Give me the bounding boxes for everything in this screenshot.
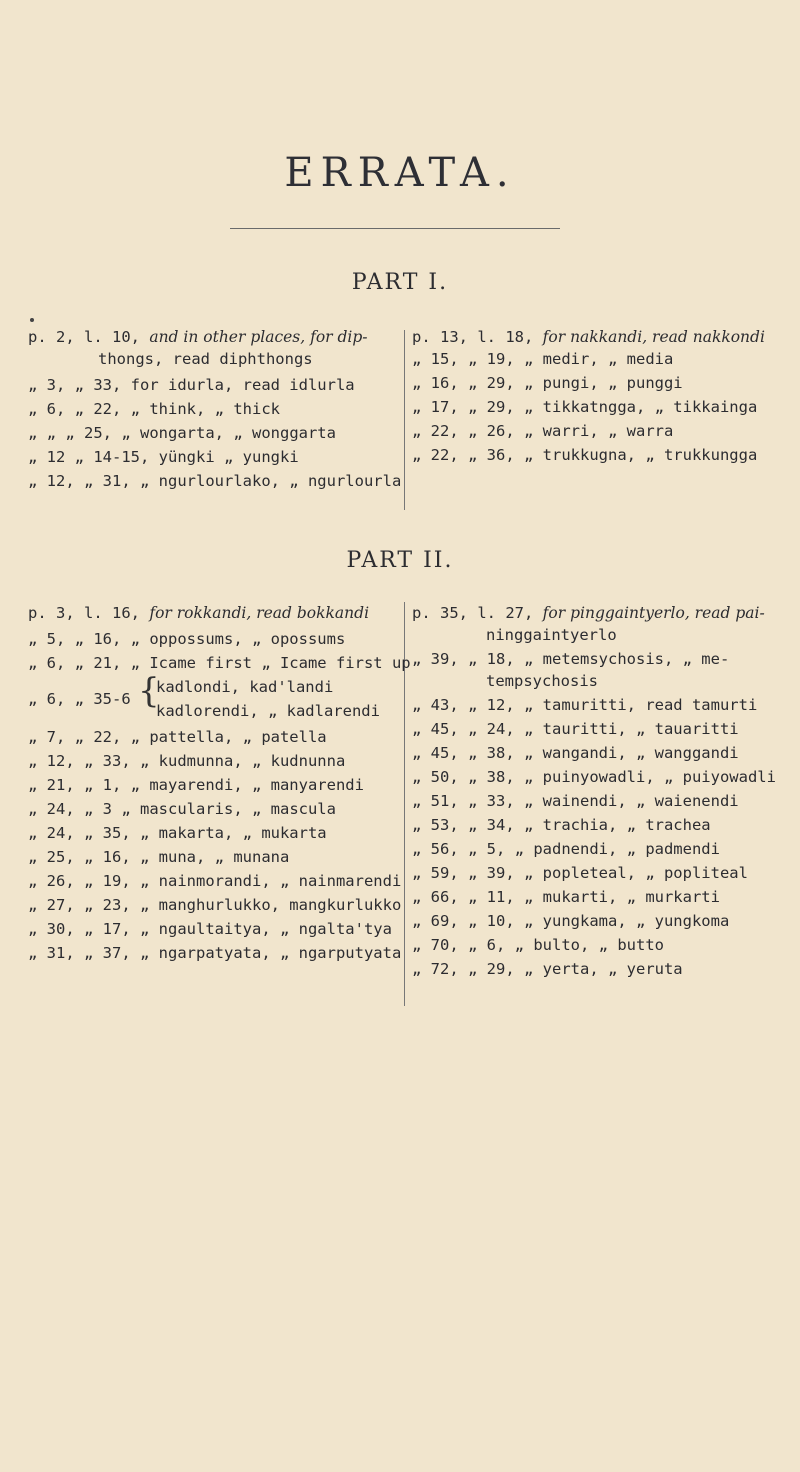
entry-text: „ kudmunna, „ kudnunna [140, 752, 346, 770]
erratum-entry [28, 874, 401, 890]
part1-heading: PART I. [351, 270, 449, 295]
entry-text: „ metemsychosis, „ me- [524, 650, 730, 668]
erratum-entry [412, 652, 729, 668]
entry-text: yüngki „ yungki [158, 448, 299, 466]
entry-text: „ ngarpatyata, „ ngarputyata [140, 944, 402, 962]
erratum-entry [28, 946, 401, 962]
erratum-entry [28, 378, 355, 394]
entry-text: „ ngaultaitya, „ ngalta'tya [140, 920, 392, 938]
entry-text: „ bulto, „ butto [514, 936, 664, 954]
entry-ref: p. 3, l. 16, [28, 604, 140, 622]
erratum-entry [28, 850, 289, 866]
erratum-entry [412, 400, 757, 416]
erratum-entry [28, 632, 345, 648]
erratum-entry [156, 680, 333, 696]
entry-ref: „ „ „ 25, [28, 424, 112, 442]
erratum-entry [28, 402, 280, 418]
erratum-entry [486, 628, 617, 644]
erratum-entry [412, 698, 757, 714]
entry-text: „ wainendi, „ waienendi [524, 792, 739, 810]
erratum-entry [98, 352, 313, 368]
bullet-mark [30, 318, 34, 322]
erratum-entry [28, 754, 345, 770]
entry-text: „ muna, „ munana [140, 848, 290, 866]
entry-text: „ tamuritti, read tamurti [524, 696, 758, 714]
entry-ref: p. 2, l. 10, [28, 328, 140, 346]
entry-text: for rokkandi, read bokkandi [149, 604, 370, 622]
erratum-entry [412, 866, 748, 882]
entry-ref: „ 6, „ 35-6 [28, 690, 131, 708]
entry-text: for idurla, read idlurla [130, 376, 355, 394]
entry-text: „ think, „ thick [130, 400, 280, 418]
entry-text: „ mayarendi, „ manyarendi [130, 776, 364, 794]
entry-text: „ yerta, „ yeruta [524, 960, 683, 978]
left-brace: { [138, 671, 160, 711]
entry-text: „ Icame first „ Icame first up [130, 654, 411, 672]
entry-text: „ wongarta, „ wonggarta [121, 424, 336, 442]
entry-ref: „ 43, „ 12, [412, 696, 515, 714]
entry-ref: „ 72, „ 29, [412, 960, 515, 978]
entry-ref: „ 24, „ 3 [28, 800, 112, 818]
erratum-entry [28, 656, 411, 672]
entry-ref: „ 30, „ 17, [28, 920, 131, 938]
entry-ref: „ 70, „ 6, [412, 936, 506, 954]
entry-text: „ padnendi, „ padmendi [514, 840, 720, 858]
entry-text: „ mascularis, „ mascula [121, 800, 336, 818]
entry-ref: „ 7, „ 22, [28, 728, 122, 746]
entry-ref: „ 27, „ 23, [28, 896, 131, 914]
entry-ref: „ 39, „ 18, [412, 650, 515, 668]
erratum-entry [156, 704, 380, 720]
entry-text: „ ngurlourlako, „ ngurlourla [140, 472, 402, 490]
title-rule [230, 228, 560, 229]
entry-text: „ pungi, „ punggi [524, 374, 683, 392]
entry-ref: „ 12, „ 31, [28, 472, 131, 490]
entry-text: „ yungkama, „ yungkoma [524, 912, 730, 930]
entry-text: ninggaintyerlo [486, 626, 617, 644]
entry-text: „ puinyowadli, „ puiyowadli [524, 768, 776, 786]
erratum-entry [28, 730, 327, 746]
entry-ref: p. 35, l. 27, [412, 604, 534, 622]
entry-ref: „ 50, „ 38, [412, 768, 515, 786]
erratum-entry [412, 842, 720, 858]
erratum-entry [412, 448, 757, 464]
erratum-entry [28, 474, 401, 490]
erratum-entry [28, 778, 364, 794]
erratum-entry [486, 674, 598, 690]
entry-text: for pinggaintyerlo, read pai- [542, 604, 765, 622]
erratum-entry [28, 802, 336, 818]
erratum-entry [412, 938, 664, 954]
entry-ref: „ 12 „ 14-15, [28, 448, 150, 466]
entry-ref: „ 22, „ 26, [412, 422, 515, 440]
entry-text: „ trukkugna, „ trukkungga [524, 446, 758, 464]
erratum-entry [412, 424, 673, 440]
erratum-entry [28, 922, 392, 938]
erratum-entry [412, 890, 720, 906]
erratum-entry [412, 330, 765, 346]
entry-ref: „ 26, „ 19, [28, 872, 131, 890]
erratum-entry [412, 606, 765, 622]
entry-text: „ nainmorandi, „ nainmarendi [140, 872, 402, 890]
entry-ref: „ 21, „ 1, [28, 776, 122, 794]
entry-ref: „ 6, „ 21, [28, 654, 122, 672]
entry-ref: „ 17, „ 29, [412, 398, 515, 416]
entry-text: „ warri, „ warra [524, 422, 674, 440]
entry-ref: „ 53, „ 34, [412, 816, 515, 834]
entry-text: „ tauritti, „ tauaritti [524, 720, 739, 738]
erratum-entry [412, 794, 739, 810]
entry-ref: „ 24, „ 35, [28, 824, 131, 842]
erratum-entry [412, 914, 729, 930]
entry-ref: „ 56, „ 5, [412, 840, 506, 858]
erratum-entry [28, 692, 131, 708]
part1-divider [404, 330, 405, 510]
entry-text: „ oppossums, „ opossums [130, 630, 346, 648]
entry-text: thongs, read diphthongs [98, 350, 313, 368]
entry-text: tempsychosis [486, 672, 598, 690]
entry-ref: „ 51, „ 33, [412, 792, 515, 810]
erratum-entry [412, 376, 683, 392]
entry-ref: „ 22, „ 36, [412, 446, 515, 464]
erratum-entry [412, 818, 711, 834]
entry-text: „ medir, „ media [524, 350, 674, 368]
entry-ref: „ 25, „ 16, [28, 848, 131, 866]
page-title: ERRATA. [284, 150, 516, 196]
erratum-entry [28, 426, 336, 442]
entry-text: kadlorendi, „ kadlarendi [156, 702, 380, 720]
erratum-entry [412, 770, 776, 786]
entry-text: and in other places, for dip- [149, 328, 368, 346]
entry-text: „ trachia, „ trachea [524, 816, 711, 834]
erratum-entry [412, 962, 683, 978]
entry-text: for nakkandi, read nakkondi [542, 328, 765, 346]
erratum-entry [412, 352, 673, 368]
entry-ref: p. 13, l. 18, [412, 328, 534, 346]
part2-heading: PART II. [346, 548, 454, 573]
entry-ref: „ 12, „ 33, [28, 752, 131, 770]
erratum-entry [412, 722, 739, 738]
entry-ref: „ 3, „ 33, [28, 376, 122, 394]
entry-text: „ mukarti, „ murkarti [524, 888, 720, 906]
entry-text: „ makarta, „ mukarta [140, 824, 327, 842]
entry-text: „ tikkatngga, „ tikkainga [524, 398, 758, 416]
erratum-entry [28, 606, 369, 622]
entry-text: „ popleteal, „ popliteal [524, 864, 748, 882]
entry-ref: „ 16, „ 29, [412, 374, 515, 392]
erratum-entry [28, 898, 401, 914]
entry-text: „ wangandi, „ wanggandi [524, 744, 739, 762]
entry-ref: „ 45, „ 38, [412, 744, 515, 762]
entry-ref: „ 69, „ 10, [412, 912, 515, 930]
erratum-entry [28, 450, 299, 466]
entry-text: kadlondi, kad'landi [156, 678, 334, 696]
entry-ref: „ 31, „ 37, [28, 944, 131, 962]
entry-ref: „ 66, „ 11, [412, 888, 515, 906]
entry-text: „ manghurlukko, mangkurlukko [140, 896, 402, 914]
entry-ref: „ 59, „ 39, [412, 864, 515, 882]
entry-ref: „ 45, „ 24, [412, 720, 515, 738]
erratum-entry [28, 330, 368, 346]
entry-ref: „ 5, „ 16, [28, 630, 122, 648]
entry-text: „ pattella, „ patella [130, 728, 327, 746]
entry-ref: „ 6, „ 22, [28, 400, 122, 418]
erratum-entry [28, 826, 327, 842]
entry-ref: „ 15, „ 19, [412, 350, 515, 368]
erratum-entry [412, 746, 739, 762]
